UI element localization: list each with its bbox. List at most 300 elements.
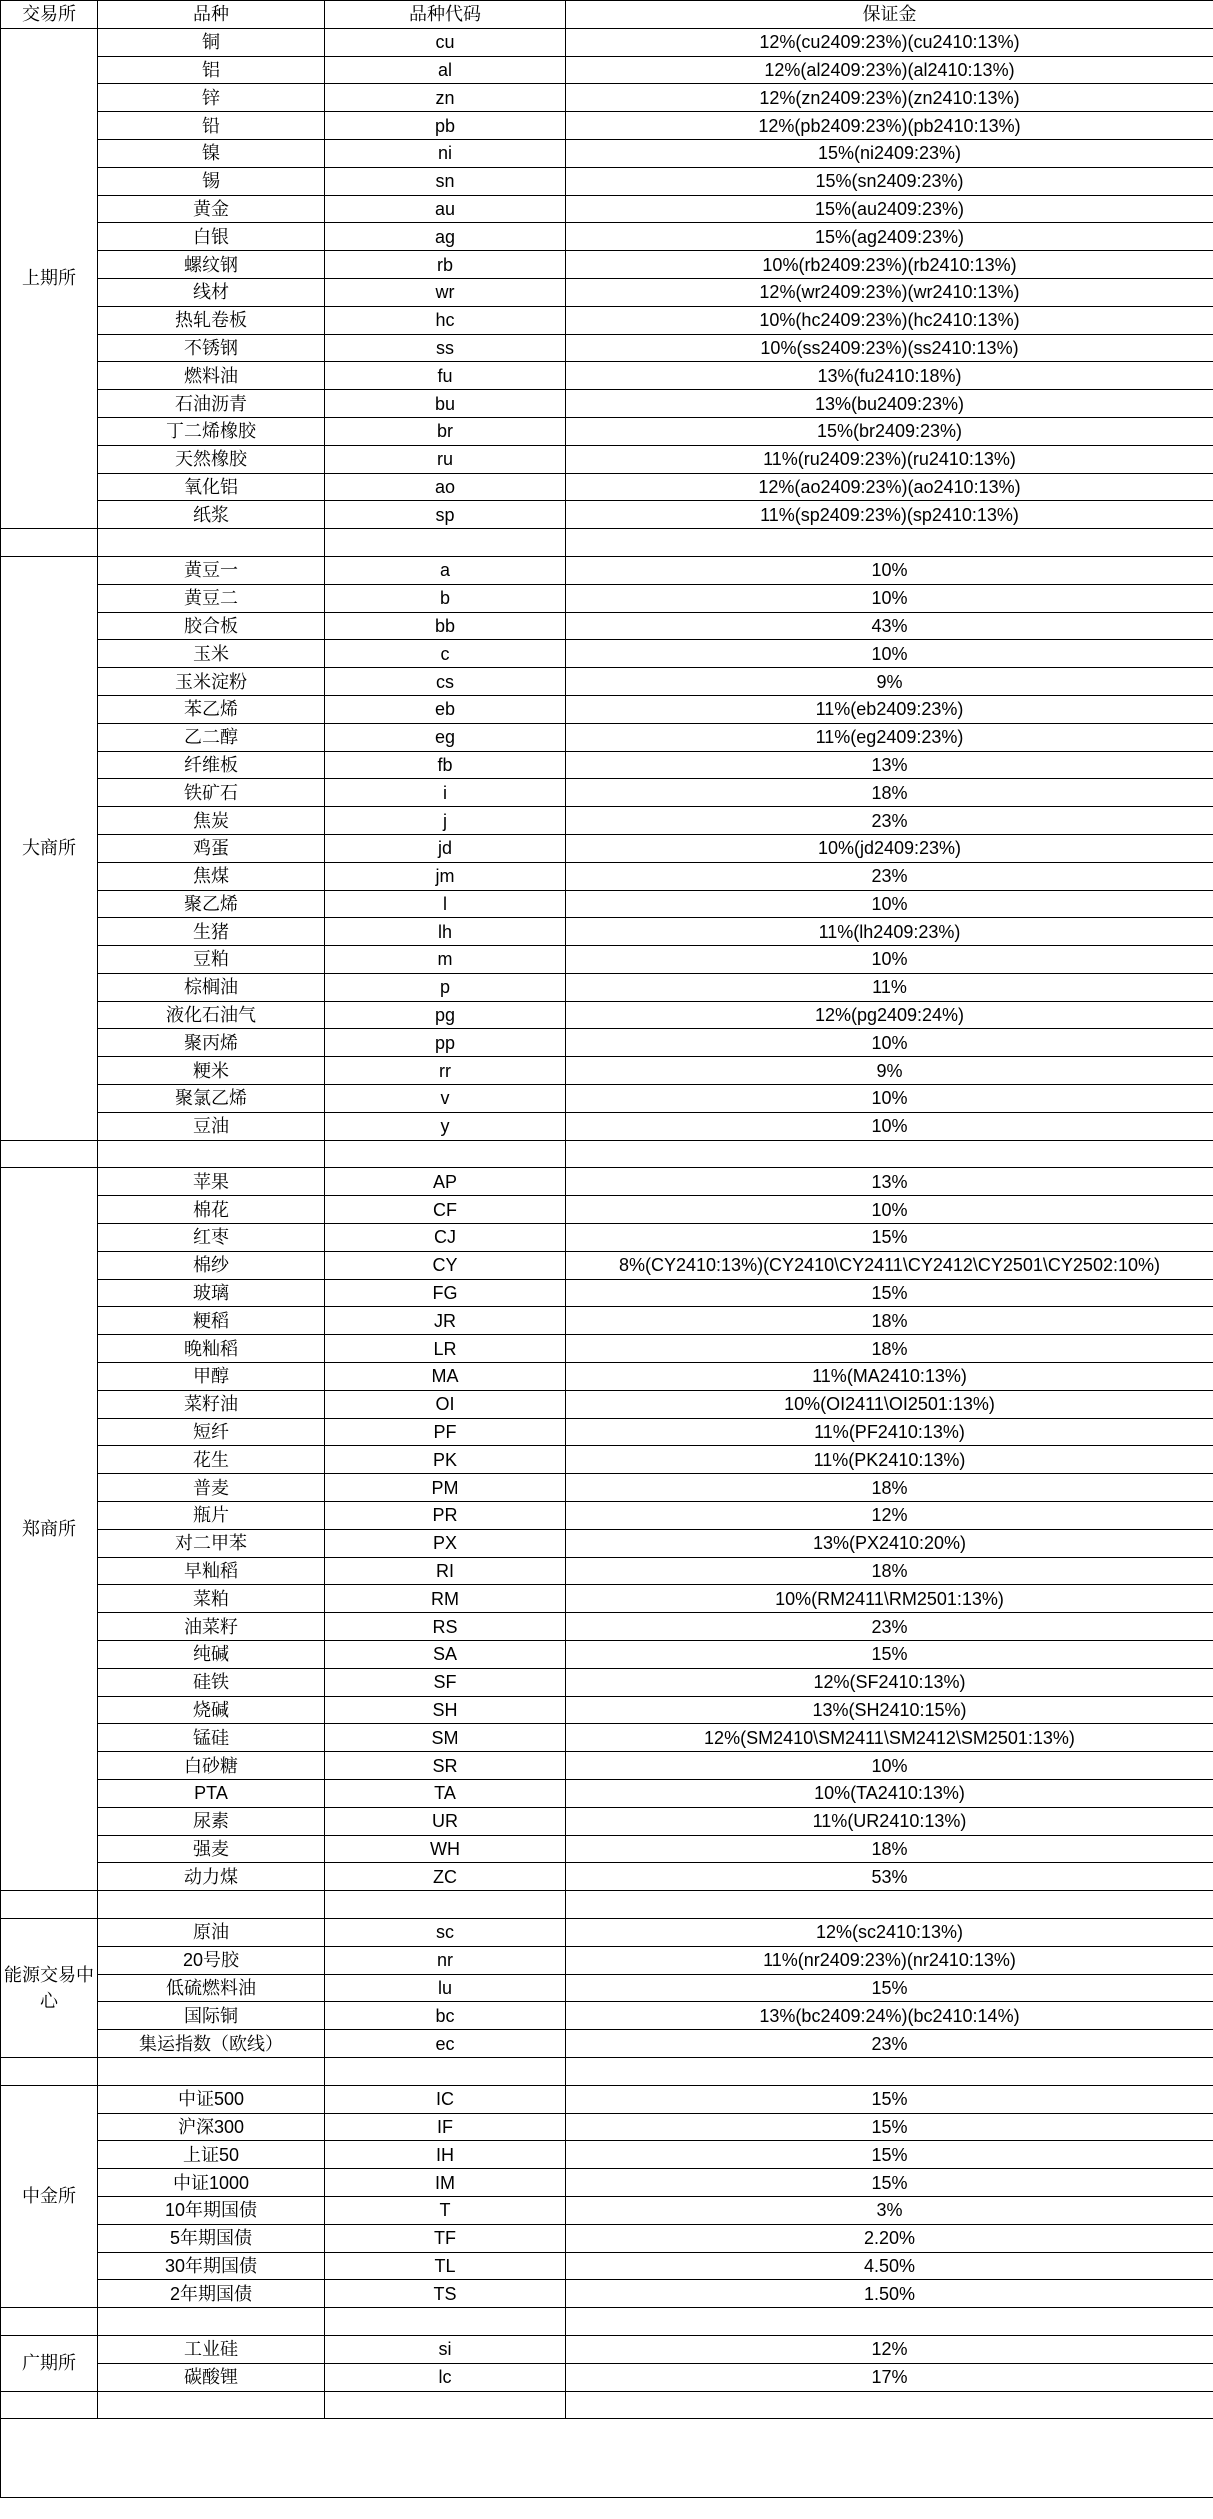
margin-cell: 12%(SM2410\SM2411\SM2412\SM2501:13%) bbox=[566, 1724, 1213, 1752]
variety-cell: 纤维板 bbox=[98, 751, 325, 779]
code-cell: PR bbox=[325, 1502, 566, 1530]
code-cell: IC bbox=[325, 2085, 566, 2113]
variety-cell: 白砂糖 bbox=[98, 1752, 325, 1780]
margin-cell: 43% bbox=[566, 612, 1213, 640]
margin-cell: 11%(nr2409:23%)(nr2410:13%) bbox=[566, 1946, 1213, 1974]
code-cell: bb bbox=[325, 612, 566, 640]
variety-cell: 油菜籽 bbox=[98, 1613, 325, 1641]
table-row bbox=[1, 1029, 1213, 1057]
variety-cell: 红枣 bbox=[98, 1224, 325, 1252]
margin-cell: 12%(SF2410:13%) bbox=[566, 1668, 1213, 1696]
code-cell: CJ bbox=[325, 1224, 566, 1252]
code-cell: PM bbox=[325, 1474, 566, 1502]
variety-cell: 晚籼稻 bbox=[98, 1335, 325, 1363]
variety-cell: 工业硅 bbox=[98, 2335, 325, 2363]
table-row bbox=[1, 2141, 1213, 2169]
table-row bbox=[1, 779, 1213, 807]
margin-cell: 13%(bu2409:23%) bbox=[566, 390, 1213, 418]
code-cell: OI bbox=[325, 1390, 566, 1418]
empty-cell bbox=[98, 2057, 325, 2085]
variety-cell: 上证50 bbox=[98, 2141, 325, 2169]
table-row bbox=[1, 834, 1213, 862]
margin-cell: 11%(MA2410:13%) bbox=[566, 1363, 1213, 1391]
table-row bbox=[1, 1724, 1213, 1752]
table-row bbox=[1, 195, 1213, 223]
code-cell: lh bbox=[325, 918, 566, 946]
table-row bbox=[1, 1780, 1213, 1808]
margin-cell: 11%(PK2410:13%) bbox=[566, 1446, 1213, 1474]
margin-cell: 13%(SH2410:15%) bbox=[566, 1696, 1213, 1724]
code-cell: hc bbox=[325, 306, 566, 334]
margin-cell: 23% bbox=[566, 1613, 1213, 1641]
code-cell: pg bbox=[325, 1001, 566, 1029]
margin-cell: 23% bbox=[566, 2030, 1213, 2058]
margin-cell: 10% bbox=[566, 946, 1213, 974]
variety-cell: 铅 bbox=[98, 112, 325, 140]
table-row bbox=[1, 445, 1213, 473]
empty-cell bbox=[98, 2391, 325, 2419]
margin-cell: 10% bbox=[566, 1112, 1213, 1140]
variety-cell: 黄金 bbox=[98, 195, 325, 223]
margin-cell: 10%(ss2409:23%)(ss2410:13%) bbox=[566, 334, 1213, 362]
table-row bbox=[1, 807, 1213, 835]
margin-cell: 13%(fu2410:18%) bbox=[566, 362, 1213, 390]
margin-cell: 9% bbox=[566, 668, 1213, 696]
code-cell: ni bbox=[325, 139, 566, 167]
table-row bbox=[1, 28, 1213, 56]
empty-cell bbox=[566, 1891, 1213, 1919]
variety-cell: 集运指数（欧线） bbox=[98, 2030, 325, 2058]
exchange-cell: 大商所 bbox=[1, 556, 98, 1140]
table-row bbox=[1, 751, 1213, 779]
code-cell: FG bbox=[325, 1279, 566, 1307]
table-row bbox=[1, 1585, 1213, 1613]
table-row bbox=[1, 556, 1213, 584]
variety-cell: 焦炭 bbox=[98, 807, 325, 835]
variety-cell: 粳稻 bbox=[98, 1307, 325, 1335]
margin-cell: 15%(ag2409:23%) bbox=[566, 223, 1213, 251]
table-row bbox=[1, 2002, 1213, 2030]
variety-cell: 镍 bbox=[98, 139, 325, 167]
variety-cell: 碳酸锂 bbox=[98, 2363, 325, 2391]
margin-cell: 11%(lh2409:23%) bbox=[566, 918, 1213, 946]
margin-cell: 12%(ao2409:23%)(ao2410:13%) bbox=[566, 473, 1213, 501]
code-cell: ru bbox=[325, 445, 566, 473]
margin-cell: 18% bbox=[566, 1335, 1213, 1363]
empty-cell bbox=[1, 2308, 98, 2336]
code-cell: p bbox=[325, 973, 566, 1001]
variety-cell: 纸浆 bbox=[98, 501, 325, 529]
table-row bbox=[1, 1946, 1213, 1974]
variety-cell: 螺纹钢 bbox=[98, 251, 325, 279]
margin-cell: 15% bbox=[566, 1974, 1213, 2002]
margin-cell: 1.50% bbox=[566, 2280, 1213, 2308]
table-row bbox=[1, 640, 1213, 668]
variety-cell: 棉花 bbox=[98, 1196, 325, 1224]
header-variety: 品种 bbox=[98, 1, 325, 29]
margin-cell: 12%(al2409:23%)(al2410:13%) bbox=[566, 56, 1213, 84]
code-cell: ao bbox=[325, 473, 566, 501]
table-row bbox=[1, 1001, 1213, 1029]
table-row bbox=[1, 890, 1213, 918]
code-cell: rb bbox=[325, 251, 566, 279]
table-row bbox=[1, 1502, 1213, 1530]
table-row bbox=[1, 695, 1213, 723]
table-row bbox=[1, 1918, 1213, 1946]
table-row bbox=[1, 473, 1213, 501]
code-cell: fb bbox=[325, 751, 566, 779]
variety-cell: 短纤 bbox=[98, 1418, 325, 1446]
table-row bbox=[1, 946, 1213, 974]
margin-cell: 18% bbox=[566, 779, 1213, 807]
margin-cell: 15% bbox=[566, 1641, 1213, 1669]
variety-cell: 国际铜 bbox=[98, 2002, 325, 2030]
header-margin: 保证金 bbox=[566, 1, 1213, 29]
spacer-row bbox=[1, 2391, 1213, 2419]
table-row bbox=[1, 1057, 1213, 1085]
margin-cell: 10%(hc2409:23%)(hc2410:13%) bbox=[566, 306, 1213, 334]
code-cell: fu bbox=[325, 362, 566, 390]
code-cell: si bbox=[325, 2335, 566, 2363]
empty-cell bbox=[566, 1140, 1213, 1168]
code-cell: AP bbox=[325, 1168, 566, 1196]
empty-cell bbox=[1, 2057, 98, 2085]
variety-cell: 烧碱 bbox=[98, 1696, 325, 1724]
margin-cell: 23% bbox=[566, 862, 1213, 890]
variety-cell: 铁矿石 bbox=[98, 779, 325, 807]
variety-cell: 5年期国债 bbox=[98, 2224, 325, 2252]
margin-cell: 10% bbox=[566, 1029, 1213, 1057]
table-row bbox=[1, 1112, 1213, 1140]
code-cell: sn bbox=[325, 167, 566, 195]
code-cell: i bbox=[325, 779, 566, 807]
margin-cell: 11%(sp2409:23%)(sp2410:13%) bbox=[566, 501, 1213, 529]
variety-cell: 豆油 bbox=[98, 1112, 325, 1140]
code-cell: eb bbox=[325, 695, 566, 723]
table-row bbox=[1, 1224, 1213, 1252]
table-row bbox=[1, 2363, 1213, 2391]
variety-cell: 棉纱 bbox=[98, 1251, 325, 1279]
table-row bbox=[1, 2224, 1213, 2252]
table-row bbox=[1, 2252, 1213, 2280]
variety-cell: 胶合板 bbox=[98, 612, 325, 640]
variety-cell: 玉米 bbox=[98, 640, 325, 668]
empty-cell bbox=[325, 529, 566, 557]
variety-cell: 30年期国债 bbox=[98, 2252, 325, 2280]
margin-cell: 18% bbox=[566, 1557, 1213, 1585]
table-row bbox=[1, 1168, 1213, 1196]
code-cell: SH bbox=[325, 1696, 566, 1724]
table-row bbox=[1, 1279, 1213, 1307]
table-row bbox=[1, 1335, 1213, 1363]
code-cell: PK bbox=[325, 1446, 566, 1474]
empty-cell bbox=[1, 529, 98, 557]
variety-cell: 玉米淀粉 bbox=[98, 668, 325, 696]
margin-cell: 12%(wr2409:23%)(wr2410:13%) bbox=[566, 278, 1213, 306]
code-cell: l bbox=[325, 890, 566, 918]
code-cell: b bbox=[325, 584, 566, 612]
code-cell: SF bbox=[325, 1668, 566, 1696]
variety-cell: 沪深300 bbox=[98, 2113, 325, 2141]
table-row bbox=[1, 584, 1213, 612]
table-row bbox=[1, 723, 1213, 751]
variety-cell: 锌 bbox=[98, 84, 325, 112]
variety-cell: 热轧卷板 bbox=[98, 306, 325, 334]
variety-cell: 氧化铝 bbox=[98, 473, 325, 501]
table-row bbox=[1, 167, 1213, 195]
code-cell: a bbox=[325, 556, 566, 584]
margin-table-body bbox=[1, 1, 1213, 2498]
code-cell: ec bbox=[325, 2030, 566, 2058]
code-cell: jm bbox=[325, 862, 566, 890]
spacer-row bbox=[1, 1891, 1213, 1919]
code-cell: SM bbox=[325, 1724, 566, 1752]
variety-cell: 中证1000 bbox=[98, 2169, 325, 2197]
spacer-row bbox=[1, 2308, 1213, 2336]
variety-cell: 铝 bbox=[98, 56, 325, 84]
margin-cell: 10% bbox=[566, 890, 1213, 918]
table-row bbox=[1, 2169, 1213, 2197]
table-row bbox=[1, 1696, 1213, 1724]
code-cell: m bbox=[325, 946, 566, 974]
empty-cell bbox=[325, 1140, 566, 1168]
variety-cell: 菜粕 bbox=[98, 1585, 325, 1613]
table-row bbox=[1, 1446, 1213, 1474]
margin-cell: 8%(CY2410:13%)(CY2410\CY2411\CY2412\CY2501\CY2502:10%) bbox=[566, 1251, 1213, 1279]
header-code: 品种代码 bbox=[325, 1, 566, 29]
margin-cell: 10%(rb2409:23%)(rb2410:13%) bbox=[566, 251, 1213, 279]
table-row bbox=[1, 1613, 1213, 1641]
table-row bbox=[1, 1529, 1213, 1557]
margin-cell: 11%(ru2409:23%)(ru2410:13%) bbox=[566, 445, 1213, 473]
code-cell: lc bbox=[325, 2363, 566, 2391]
margin-cell: 18% bbox=[566, 1307, 1213, 1335]
margin-cell: 15% bbox=[566, 2085, 1213, 2113]
table-row bbox=[1, 390, 1213, 418]
code-cell: CY bbox=[325, 1251, 566, 1279]
code-cell: JR bbox=[325, 1307, 566, 1335]
exchange-cell: 能源交易中心 bbox=[1, 1918, 98, 2057]
table-row bbox=[1, 1307, 1213, 1335]
code-cell: TL bbox=[325, 2252, 566, 2280]
margin-cell: 4.50% bbox=[566, 2252, 1213, 2280]
margin-cell: 18% bbox=[566, 1835, 1213, 1863]
code-cell: au bbox=[325, 195, 566, 223]
code-cell: cs bbox=[325, 668, 566, 696]
code-cell: LR bbox=[325, 1335, 566, 1363]
table-row bbox=[1, 668, 1213, 696]
variety-cell: 白银 bbox=[98, 223, 325, 251]
margin-cell: 12%(pb2409:23%)(pb2410:13%) bbox=[566, 112, 1213, 140]
table-row bbox=[1, 1251, 1213, 1279]
code-cell: CF bbox=[325, 1196, 566, 1224]
variety-cell: 棕榈油 bbox=[98, 973, 325, 1001]
margin-cell: 15%(ni2409:23%) bbox=[566, 139, 1213, 167]
table-row bbox=[1, 1363, 1213, 1391]
code-cell: nr bbox=[325, 1946, 566, 1974]
table-row bbox=[1, 2030, 1213, 2058]
spacer-row bbox=[1, 529, 1213, 557]
margin-cell: 13%(bc2409:24%)(bc2410:14%) bbox=[566, 2002, 1213, 2030]
margin-cell: 15%(br2409:23%) bbox=[566, 417, 1213, 445]
table-row bbox=[1, 1196, 1213, 1224]
code-cell: TA bbox=[325, 1780, 566, 1808]
variety-cell: 锰硅 bbox=[98, 1724, 325, 1752]
table-row bbox=[1, 1752, 1213, 1780]
variety-cell: 石油沥青 bbox=[98, 390, 325, 418]
variety-cell: 尿素 bbox=[98, 1807, 325, 1835]
table-row bbox=[1, 501, 1213, 529]
variety-cell: 生猪 bbox=[98, 918, 325, 946]
variety-cell: 黄豆一 bbox=[98, 556, 325, 584]
code-cell: SA bbox=[325, 1641, 566, 1669]
code-cell: ZC bbox=[325, 1863, 566, 1891]
margin-cell: 17% bbox=[566, 2363, 1213, 2391]
empty-cell bbox=[1, 1891, 98, 1919]
header-exchange: 交易所 bbox=[1, 1, 98, 29]
empty-cell bbox=[325, 2391, 566, 2419]
margin-cell: 10% bbox=[566, 640, 1213, 668]
table-row bbox=[1, 1807, 1213, 1835]
margin-cell: 15% bbox=[566, 2169, 1213, 2197]
empty-cell bbox=[1, 2391, 98, 2419]
code-cell: pp bbox=[325, 1029, 566, 1057]
code-cell: bc bbox=[325, 2002, 566, 2030]
variety-cell: 菜籽油 bbox=[98, 1390, 325, 1418]
empty-cell bbox=[98, 529, 325, 557]
table-row bbox=[1, 918, 1213, 946]
code-cell: pb bbox=[325, 112, 566, 140]
exchange-cell: 广期所 bbox=[1, 2335, 98, 2391]
code-cell: SR bbox=[325, 1752, 566, 1780]
variety-cell: 早籼稻 bbox=[98, 1557, 325, 1585]
margin-cell: 12%(zn2409:23%)(zn2410:13%) bbox=[566, 84, 1213, 112]
code-cell: TS bbox=[325, 2280, 566, 2308]
margin-cell: 15% bbox=[566, 1224, 1213, 1252]
code-cell: sc bbox=[325, 1918, 566, 1946]
variety-cell: 锡 bbox=[98, 167, 325, 195]
table-row bbox=[1, 2085, 1213, 2113]
variety-cell: 聚丙烯 bbox=[98, 1029, 325, 1057]
empty-cell bbox=[98, 2308, 325, 2336]
variety-cell: 10年期国债 bbox=[98, 2196, 325, 2224]
code-cell: br bbox=[325, 417, 566, 445]
variety-cell: 低硫燃料油 bbox=[98, 1974, 325, 2002]
variety-cell: 燃料油 bbox=[98, 362, 325, 390]
table-row bbox=[1, 1641, 1213, 1669]
margin-cell: 12%(sc2410:13%) bbox=[566, 1918, 1213, 1946]
variety-cell: 铜 bbox=[98, 28, 325, 56]
header-row bbox=[1, 1, 1213, 29]
table-row bbox=[1, 1390, 1213, 1418]
code-cell: zn bbox=[325, 84, 566, 112]
table-row bbox=[1, 862, 1213, 890]
code-cell: cu bbox=[325, 28, 566, 56]
margin-cell: 15% bbox=[566, 2113, 1213, 2141]
variety-cell: 20号胶 bbox=[98, 1946, 325, 1974]
code-cell: MA bbox=[325, 1363, 566, 1391]
variety-cell: 焦煤 bbox=[98, 862, 325, 890]
margin-cell: 15%(au2409:23%) bbox=[566, 195, 1213, 223]
code-cell: IF bbox=[325, 2113, 566, 2141]
table-row bbox=[1, 251, 1213, 279]
table-row bbox=[1, 1557, 1213, 1585]
empty-cell bbox=[325, 2057, 566, 2085]
margin-cell: 10% bbox=[566, 556, 1213, 584]
empty-cell bbox=[1, 1140, 98, 1168]
footer-empty-cell bbox=[1, 2419, 1213, 2498]
code-cell: WH bbox=[325, 1835, 566, 1863]
code-cell: IM bbox=[325, 2169, 566, 2197]
variety-cell: 黄豆二 bbox=[98, 584, 325, 612]
variety-cell: 中证500 bbox=[98, 2085, 325, 2113]
table-row bbox=[1, 139, 1213, 167]
code-cell: y bbox=[325, 1112, 566, 1140]
table-row bbox=[1, 278, 1213, 306]
variety-cell: 天然橡胶 bbox=[98, 445, 325, 473]
code-cell: wr bbox=[325, 278, 566, 306]
margin-cell: 13% bbox=[566, 1168, 1213, 1196]
variety-cell: 聚乙烯 bbox=[98, 890, 325, 918]
margin-cell: 12%(pg2409:24%) bbox=[566, 1001, 1213, 1029]
margin-cell: 18% bbox=[566, 1474, 1213, 1502]
table-row bbox=[1, 973, 1213, 1001]
table-row bbox=[1, 306, 1213, 334]
margin-cell: 11%(PF2410:13%) bbox=[566, 1418, 1213, 1446]
spacer-row bbox=[1, 1140, 1213, 1168]
variety-cell: 乙二醇 bbox=[98, 723, 325, 751]
margin-cell: 9% bbox=[566, 1057, 1213, 1085]
table-row bbox=[1, 362, 1213, 390]
variety-cell: 动力煤 bbox=[98, 1863, 325, 1891]
code-cell: PF bbox=[325, 1418, 566, 1446]
margin-cell: 10%(TA2410:13%) bbox=[566, 1780, 1213, 1808]
code-cell: RI bbox=[325, 1557, 566, 1585]
table-row bbox=[1, 2196, 1213, 2224]
exchange-cell: 中金所 bbox=[1, 2085, 98, 2307]
exchange-cell: 上期所 bbox=[1, 28, 98, 528]
margin-cell: 10%(jd2409:23%) bbox=[566, 834, 1213, 862]
table-row bbox=[1, 1668, 1213, 1696]
variety-cell: 硅铁 bbox=[98, 1668, 325, 1696]
code-cell: T bbox=[325, 2196, 566, 2224]
table-row bbox=[1, 1863, 1213, 1891]
footer-row bbox=[1, 2419, 1213, 2498]
code-cell: UR bbox=[325, 1807, 566, 1835]
margin-cell: 13%(PX2410:20%) bbox=[566, 1529, 1213, 1557]
table-row bbox=[1, 2280, 1213, 2308]
variety-cell: 不锈钢 bbox=[98, 334, 325, 362]
table-row bbox=[1, 112, 1213, 140]
margin-cell: 10%(RM2411\RM2501:13%) bbox=[566, 1585, 1213, 1613]
variety-cell: 聚氯乙烯 bbox=[98, 1085, 325, 1113]
empty-cell bbox=[98, 1140, 325, 1168]
code-cell: sp bbox=[325, 501, 566, 529]
code-cell: eg bbox=[325, 723, 566, 751]
margin-cell: 53% bbox=[566, 1863, 1213, 1891]
code-cell: bu bbox=[325, 390, 566, 418]
code-cell: v bbox=[325, 1085, 566, 1113]
margin-cell: 2.20% bbox=[566, 2224, 1213, 2252]
exchange-cell: 郑商所 bbox=[1, 1168, 98, 1891]
code-cell: ag bbox=[325, 223, 566, 251]
variety-cell: 丁二烯橡胶 bbox=[98, 417, 325, 445]
margin-cell: 11%(eb2409:23%) bbox=[566, 695, 1213, 723]
code-cell: IH bbox=[325, 2141, 566, 2169]
code-cell: c bbox=[325, 640, 566, 668]
variety-cell: 线材 bbox=[98, 278, 325, 306]
spacer-row bbox=[1, 2057, 1213, 2085]
